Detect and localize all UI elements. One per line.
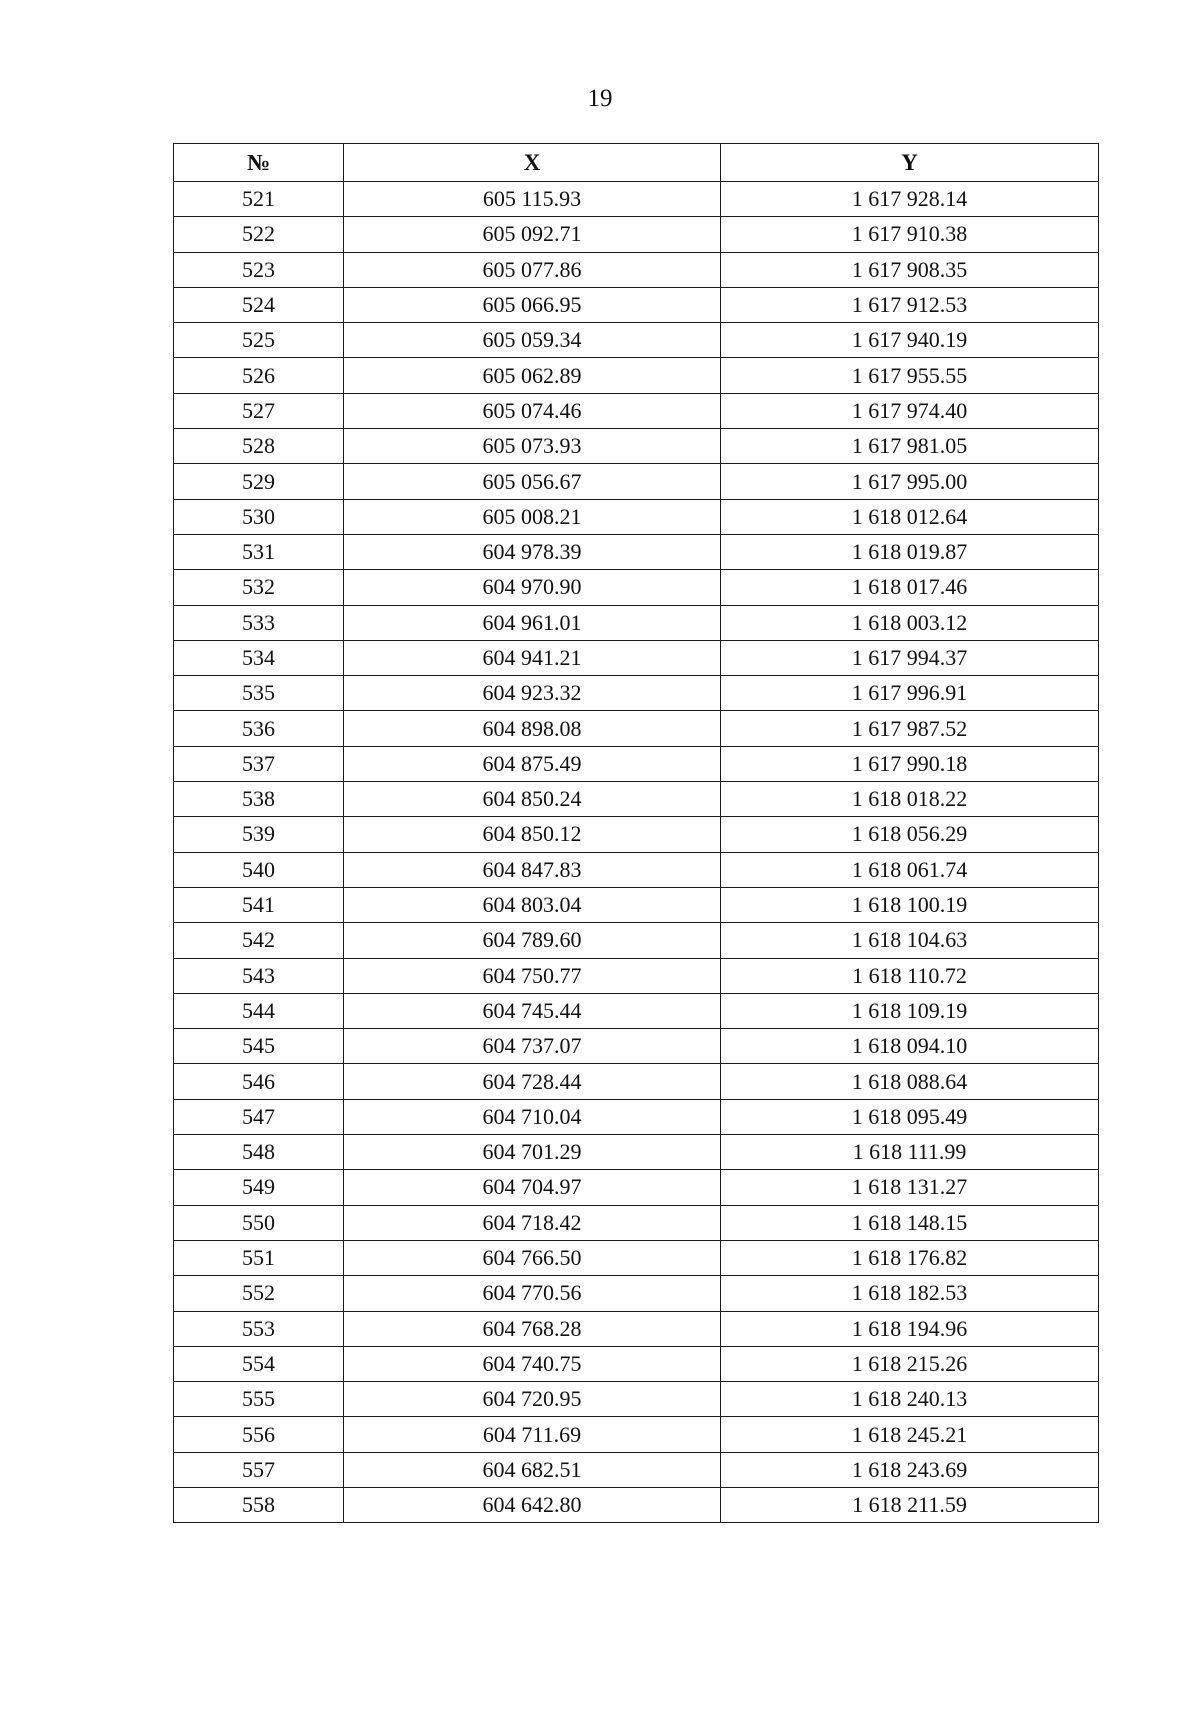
table-row [174,287,1099,322]
cell-y: 1 618 109.19 [721,993,1099,1028]
cell-x: 605 077.86 [344,252,721,287]
cell-no: 537 [174,746,344,781]
cell-x: 604 803.04 [344,887,721,922]
cell-y: 1 618 088.64 [721,1064,1099,1099]
cell-no: 542 [174,923,344,958]
cell-no: 553 [174,1311,344,1346]
table-row [174,958,1099,993]
cell-y: 1 618 056.29 [721,817,1099,852]
table-row [174,852,1099,887]
table-row [174,217,1099,252]
table-row [174,676,1099,711]
cell-y: 1 618 019.87 [721,534,1099,569]
cell-y: 1 618 061.74 [721,852,1099,887]
cell-x: 605 062.89 [344,358,721,393]
cell-no: 547 [174,1099,344,1134]
cell-no: 530 [174,499,344,534]
cell-no: 523 [174,252,344,287]
table-row [174,1064,1099,1099]
table-row [174,1170,1099,1205]
cell-no: 550 [174,1205,344,1240]
cell-x: 604 923.32 [344,676,721,711]
table-row [174,393,1099,428]
cell-y: 1 618 245.21 [721,1417,1099,1452]
cell-y: 1 617 987.52 [721,711,1099,746]
cell-no: 541 [174,887,344,922]
cell-no: 557 [174,1452,344,1487]
cell-x: 604 740.75 [344,1346,721,1381]
cell-x: 604 961.01 [344,605,721,640]
cell-no: 558 [174,1487,344,1522]
table-row [174,1417,1099,1452]
cell-x: 604 682.51 [344,1452,721,1487]
cell-x: 604 728.44 [344,1064,721,1099]
cell-y: 1 618 094.10 [721,1029,1099,1064]
cell-no: 545 [174,1029,344,1064]
cell-no: 544 [174,993,344,1028]
cell-x: 604 850.12 [344,817,721,852]
cell-x: 604 701.29 [344,1135,721,1170]
cell-y: 1 618 018.22 [721,782,1099,817]
cell-x: 605 056.67 [344,464,721,499]
cell-x: 604 711.69 [344,1417,721,1452]
cell-y: 1 618 104.63 [721,923,1099,958]
cell-no: 527 [174,393,344,428]
cell-x: 605 115.93 [344,182,721,217]
cell-x: 604 642.80 [344,1487,721,1522]
table-row [174,1346,1099,1381]
cell-y: 1 618 100.19 [721,887,1099,922]
cell-y: 1 617 910.38 [721,217,1099,252]
cell-y: 1 617 974.40 [721,393,1099,428]
cell-no: 539 [174,817,344,852]
table-row [174,1205,1099,1240]
cell-y: 1 618 215.26 [721,1346,1099,1381]
cell-no: 543 [174,958,344,993]
cell-x: 605 059.34 [344,323,721,358]
table-row [174,817,1099,852]
cell-y: 1 618 111.99 [721,1135,1099,1170]
cell-no: 538 [174,782,344,817]
cell-x: 605 073.93 [344,429,721,464]
table-row [174,746,1099,781]
cell-x: 604 766.50 [344,1240,721,1275]
cell-y: 1 618 003.12 [721,605,1099,640]
cell-no: 531 [174,534,344,569]
table-row [174,887,1099,922]
table-header [174,144,1099,182]
table-row [174,499,1099,534]
table-row [174,711,1099,746]
cell-no: 554 [174,1346,344,1381]
cell-no: 526 [174,358,344,393]
cell-x: 604 770.56 [344,1276,721,1311]
cell-no: 549 [174,1170,344,1205]
table-row [174,252,1099,287]
cell-x: 605 008.21 [344,499,721,534]
table-row [174,534,1099,569]
cell-x: 604 750.77 [344,958,721,993]
cell-no: 534 [174,640,344,675]
cell-x: 604 970.90 [344,570,721,605]
cell-x: 605 066.95 [344,287,721,322]
cell-no: 522 [174,217,344,252]
cell-y: 1 618 182.53 [721,1276,1099,1311]
cell-x: 604 710.04 [344,1099,721,1134]
page-number: 19 [587,85,613,112]
table-row [174,182,1099,217]
cell-y: 1 617 994.37 [721,640,1099,675]
table-row [174,1382,1099,1417]
cell-x: 604 768.28 [344,1311,721,1346]
cell-x: 605 092.71 [344,217,721,252]
cell-x: 604 789.60 [344,923,721,958]
table-row [174,1135,1099,1170]
table-row [174,1029,1099,1064]
cell-no: 536 [174,711,344,746]
cell-y: 1 617 981.05 [721,429,1099,464]
cell-y: 1 617 912.53 [721,287,1099,322]
cell-x: 604 850.24 [344,782,721,817]
table-row [174,1311,1099,1346]
header-row [174,144,1099,182]
cell-y: 1 618 012.64 [721,499,1099,534]
cell-y: 1 618 148.15 [721,1205,1099,1240]
cell-no: 529 [174,464,344,499]
cell-y: 1 617 995.00 [721,464,1099,499]
cell-no: 556 [174,1417,344,1452]
cell-y: 1 618 194.96 [721,1311,1099,1346]
cell-y: 1 617 940.19 [721,323,1099,358]
header-y: Y [721,144,1099,182]
table-row [174,993,1099,1028]
table-row [174,923,1099,958]
table-row [174,464,1099,499]
cell-x: 604 941.21 [344,640,721,675]
cell-y: 1 617 996.91 [721,676,1099,711]
cell-x: 605 074.46 [344,393,721,428]
cell-no: 540 [174,852,344,887]
coordinates-table [173,143,1099,1523]
cell-y: 1 618 176.82 [721,1240,1099,1275]
cell-y: 1 618 240.13 [721,1382,1099,1417]
cell-x: 604 718.42 [344,1205,721,1240]
table-row [174,429,1099,464]
cell-no: 521 [174,182,344,217]
cell-no: 524 [174,287,344,322]
cell-y: 1 618 243.69 [721,1452,1099,1487]
cell-y: 1 618 017.46 [721,570,1099,605]
cell-no: 532 [174,570,344,605]
cell-x: 604 745.44 [344,993,721,1028]
cell-no: 555 [174,1382,344,1417]
cell-x: 604 847.83 [344,852,721,887]
cell-y: 1 618 131.27 [721,1170,1099,1205]
cell-no: 528 [174,429,344,464]
table-row [174,1240,1099,1275]
table-row [174,782,1099,817]
cell-y: 1 617 908.35 [721,252,1099,287]
cell-x: 604 737.07 [344,1029,721,1064]
cell-y: 1 618 211.59 [721,1487,1099,1522]
cell-x: 604 898.08 [344,711,721,746]
cell-y: 1 617 955.55 [721,358,1099,393]
header-no: № [174,144,344,182]
cell-x: 604 978.39 [344,534,721,569]
table-row [174,1452,1099,1487]
cell-no: 548 [174,1135,344,1170]
cell-no: 525 [174,323,344,358]
cell-no: 535 [174,676,344,711]
cell-no: 551 [174,1240,344,1275]
table-row [174,323,1099,358]
table-row [174,605,1099,640]
cell-y: 1 617 928.14 [721,182,1099,217]
cell-no: 546 [174,1064,344,1099]
table-body [174,182,1099,1523]
cell-no: 533 [174,605,344,640]
table-row [174,358,1099,393]
cell-y: 1 617 990.18 [721,746,1099,781]
table-row [174,570,1099,605]
table-row [174,1099,1099,1134]
cell-x: 604 704.97 [344,1170,721,1205]
cell-x: 604 875.49 [344,746,721,781]
cell-no: 552 [174,1276,344,1311]
table-row [174,1487,1099,1522]
cell-y: 1 618 110.72 [721,958,1099,993]
cell-x: 604 720.95 [344,1382,721,1417]
header-x: X [344,144,721,182]
table-row [174,1276,1099,1311]
table-row [174,640,1099,675]
cell-y: 1 618 095.49 [721,1099,1099,1134]
